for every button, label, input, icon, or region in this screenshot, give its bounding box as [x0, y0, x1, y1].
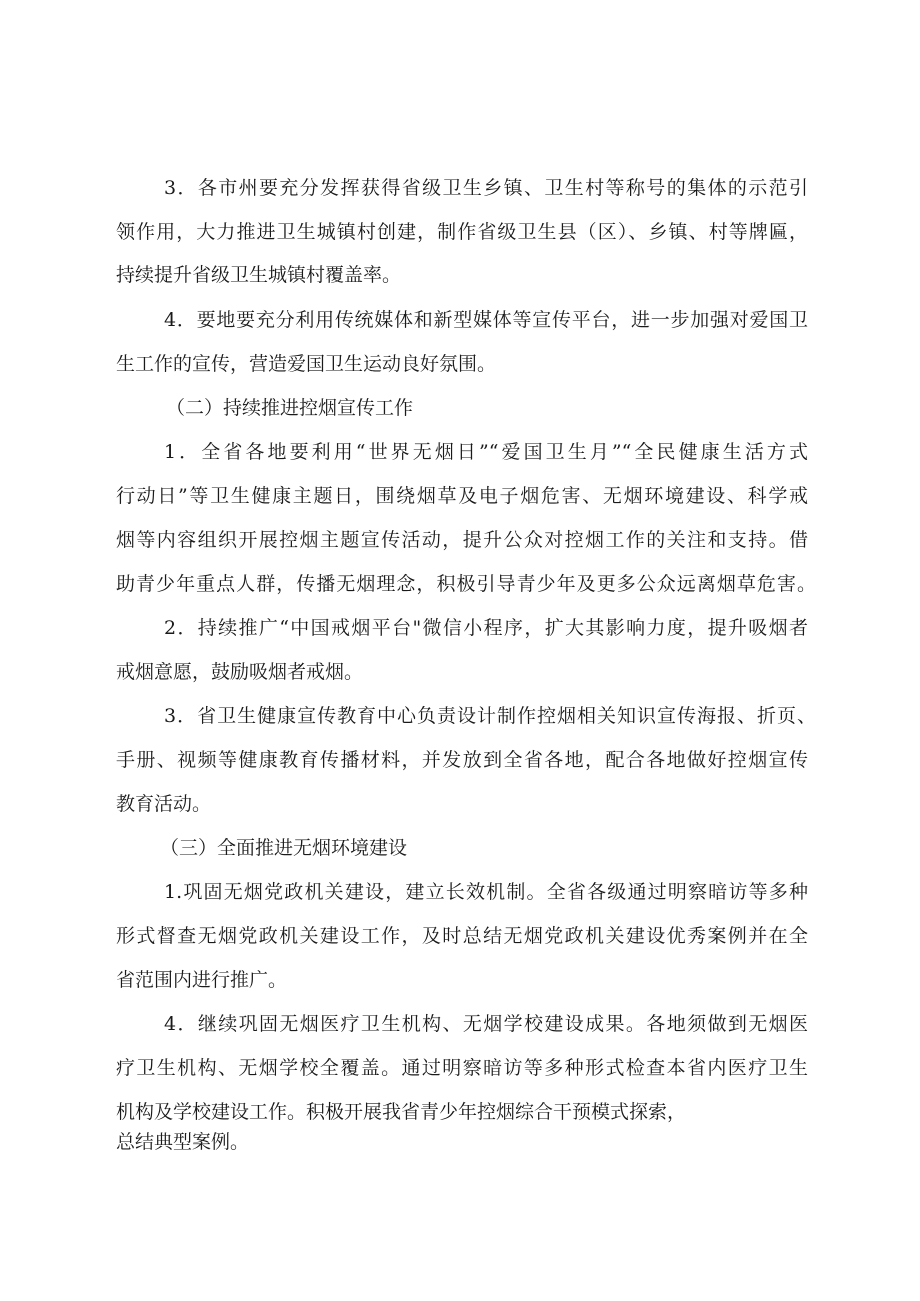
paragraph-2-item1-line1: 1．全省各地要利用“世界无烟日”“爱国卫生月”“全民健康生活方式	[164, 441, 808, 463]
paragraph-item3-line2: 领作用，大力推进卫生城镇村创建，制作省级卫生县（区）、乡镇、村等牌匾，	[116, 221, 808, 243]
paragraph-2-item3-line2: 手册、视频等健康教育传播材料，并发放到全省各地，配合各地做好控烟宣传	[116, 749, 808, 771]
paragraph-2-item1-line4: 助青少年重点人群，传播无烟理念，积极引导青少年及更多公众远离烟草危害。	[116, 573, 816, 595]
paragraph-3-item1-line2: 形式督查无烟党政机关建设工作，及时总结无烟党政机关建设优秀案例并在全	[116, 925, 808, 947]
paragraph-2-item1-line3: 烟等内容组织开展控烟主题宣传活动，提升公众对控烟工作的关注和支持。借	[116, 529, 808, 551]
paragraph-3-item1-line3: 省范围内进行推广。	[116, 969, 288, 991]
paragraph-3-item4-line3: 机构及学校建设工作。积极开展我省青少年控烟综合干预模式探索，	[116, 1101, 687, 1123]
paragraph-2-item1-line2: 行动日”等卫生健康主题日，围绕烟草及电子烟危害、无烟环境建设、科学戒	[116, 485, 808, 507]
section-heading-2: （二）持续推进控烟宣传工作	[166, 397, 414, 419]
paragraph-item4-line1: 4．要地要充分利用传统媒体和新型媒体等宣传平台，进一步加强对爱国卫	[164, 309, 808, 331]
paragraph-3-item4-line1: 4．继续巩固无烟医疗卫生机构、无烟学校建设成果。各地须做到无烟医	[164, 1013, 808, 1035]
paragraph-item4-line2: 生工作的宣传，营造爱国卫生运动良好氛围。	[116, 353, 497, 375]
paragraph-item3-line3: 持续提升省级卫生城镇村覆盖率。	[116, 264, 402, 286]
paragraph-2-item3-line3: 教育活动。	[116, 793, 212, 815]
paragraph-3-item4-line4: 总结典型案例。	[116, 1131, 250, 1153]
paragraph-2-item2-line1: 2．持续推广“中国戒烟平台"微信小程序，扩大其影响力度，提升吸烟者	[164, 617, 808, 639]
paragraph-2-item3-line1: 3．省卫生健康宣传教育中心负责设计制作控烟相关知识宣传海报、折页、	[164, 705, 816, 727]
section-heading-3: （三）全面推进无烟环境建设	[160, 837, 408, 859]
paragraph-3-item1-line1: 1.巩固无烟党政机关建设，建立长效机制。全省各级通过明察暗访等多种	[164, 881, 808, 903]
paragraph-item3-line1: 3．各市州要充分发挥获得省级卫生乡镇、卫生村等称号的集体的示范引	[164, 177, 808, 199]
paragraph-3-item4-line2: 疗卫生机构、无烟学校全覆盖。通过明察暗访等多种形式检查本省内医疗卫生	[116, 1057, 808, 1079]
paragraph-2-item2-line2: 戒烟意愿，鼓励吸烟者戒烟。	[116, 661, 364, 683]
